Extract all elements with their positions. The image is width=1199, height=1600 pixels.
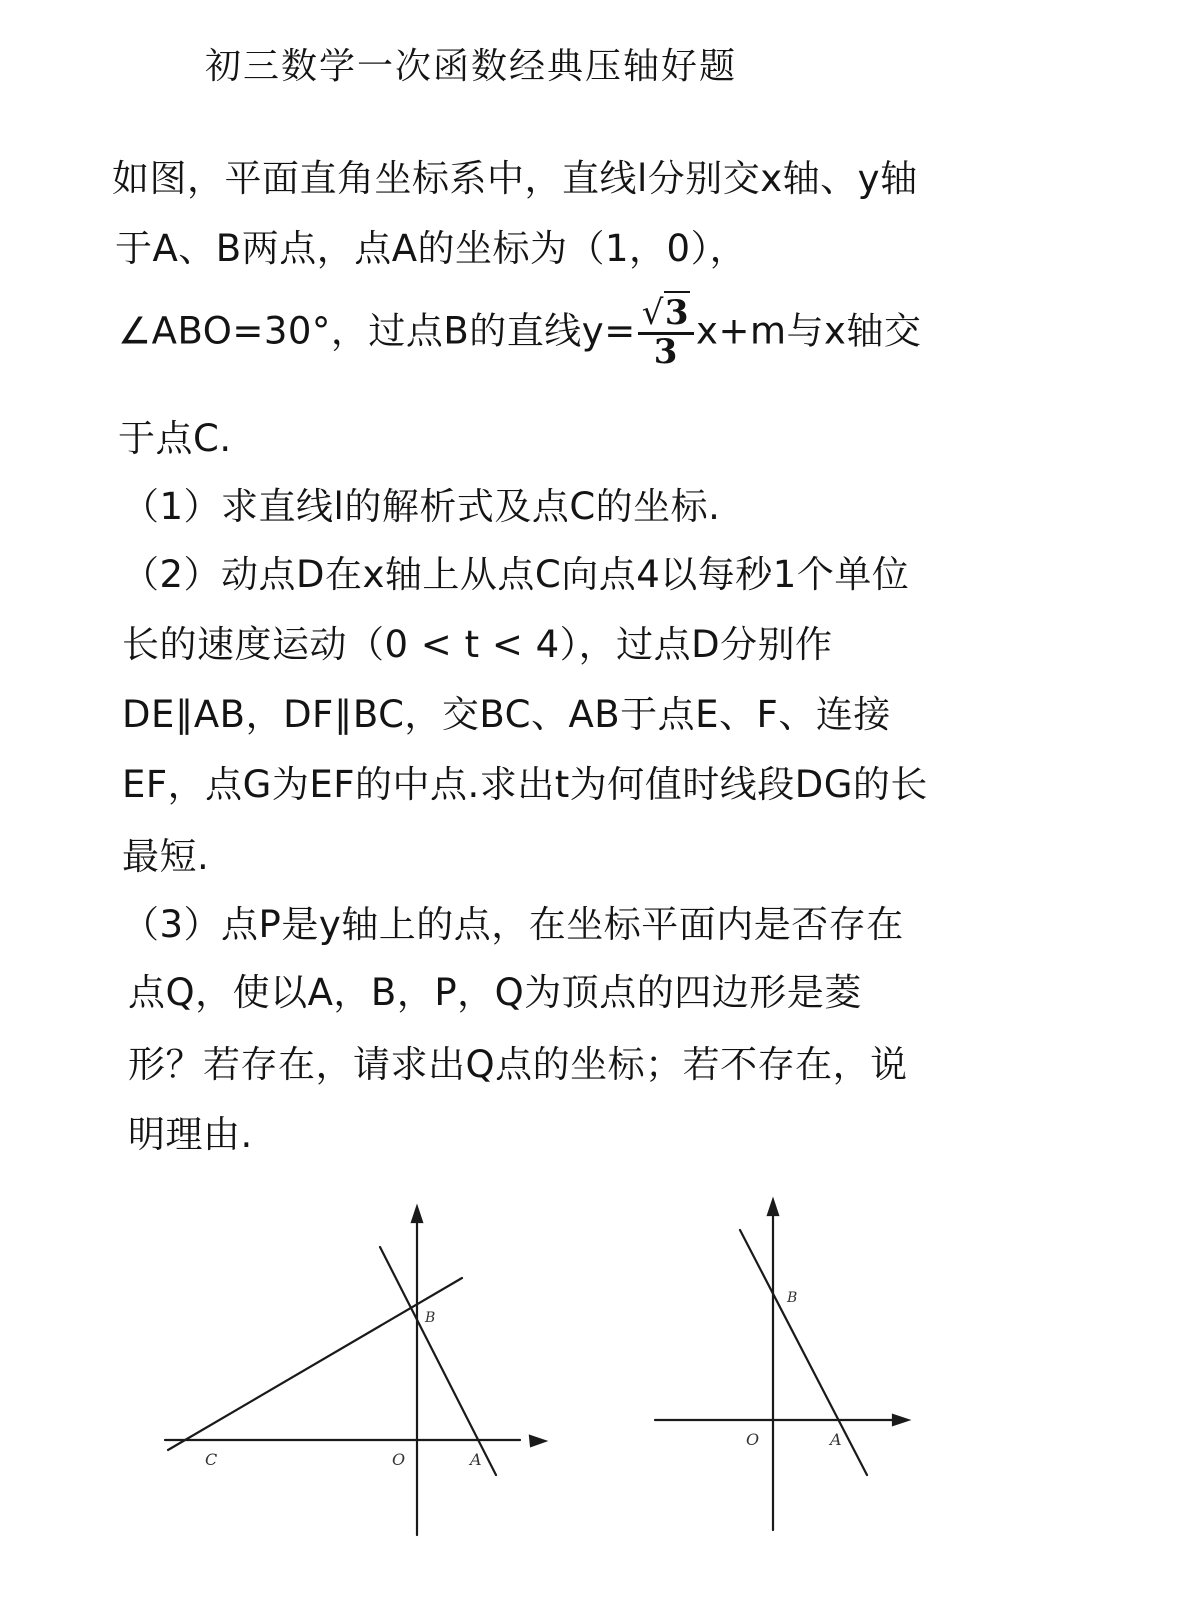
- fraction-radicand: 3: [664, 293, 690, 333]
- question-2-line-1: （2）动点D在x轴上从点C向点4以每秒1个单位: [122, 553, 910, 596]
- intro-line-3-after: x+m与x轴交: [696, 309, 922, 353]
- figure-1-label-a: A: [470, 1450, 482, 1469]
- question-1-line-1: （1）求直线l的解析式及点C的坐标.: [122, 485, 721, 528]
- intro-line-4: 于点C.: [118, 417, 232, 460]
- figure-2-x-arrow-icon: [893, 1415, 908, 1425]
- intro-line-1: 如图，平面直角坐标系中，直线l分别交x轴、y轴: [112, 157, 918, 200]
- figure-2-y-arrow-icon: [768, 1200, 778, 1215]
- sqrt-icon: √: [641, 293, 664, 333]
- figure-1-label-o: O: [392, 1450, 406, 1469]
- figure-1-label-b: B: [425, 1310, 436, 1326]
- question-2-line-5: 最短.: [122, 835, 210, 878]
- question-3-line-4: 明理由.: [128, 1113, 253, 1156]
- question-2-line-3: DE∥AB，DF∥BC，交BC、AB于点E、F、连接: [122, 693, 891, 736]
- question-2-line-4: EF，点G为EF的中点.求出t为何值时线段DG的长: [122, 763, 928, 806]
- fraction-denominator: 3: [653, 331, 678, 372]
- intro-line-2: 于A、B两点，点A的坐标为（1，0），: [115, 227, 748, 270]
- question-2-line-2: 长的速度运动（0 < t < 4），过点D分别作: [122, 623, 833, 666]
- figure-2-label-o: O: [746, 1430, 760, 1449]
- figure-2-label-b: B: [787, 1290, 798, 1306]
- question-3-line-1: （3）点P是y轴上的点，在坐标平面内是否存在: [122, 903, 904, 946]
- page-title: 初三数学一次函数经典压轴好题: [205, 46, 738, 87]
- question-3-line-2: 点Q，使以A，B，P，Q为顶点的四边形是菱: [128, 971, 862, 1014]
- intro-line-3-before: ∠ABO=30°，过点B的直线y=: [118, 309, 636, 353]
- figure-1-label-c: C: [205, 1450, 218, 1469]
- question-3-line-3: 形？若存在，请求出Q点的坐标；若不存在，说: [128, 1043, 908, 1086]
- figure-2-label-a: A: [830, 1430, 842, 1449]
